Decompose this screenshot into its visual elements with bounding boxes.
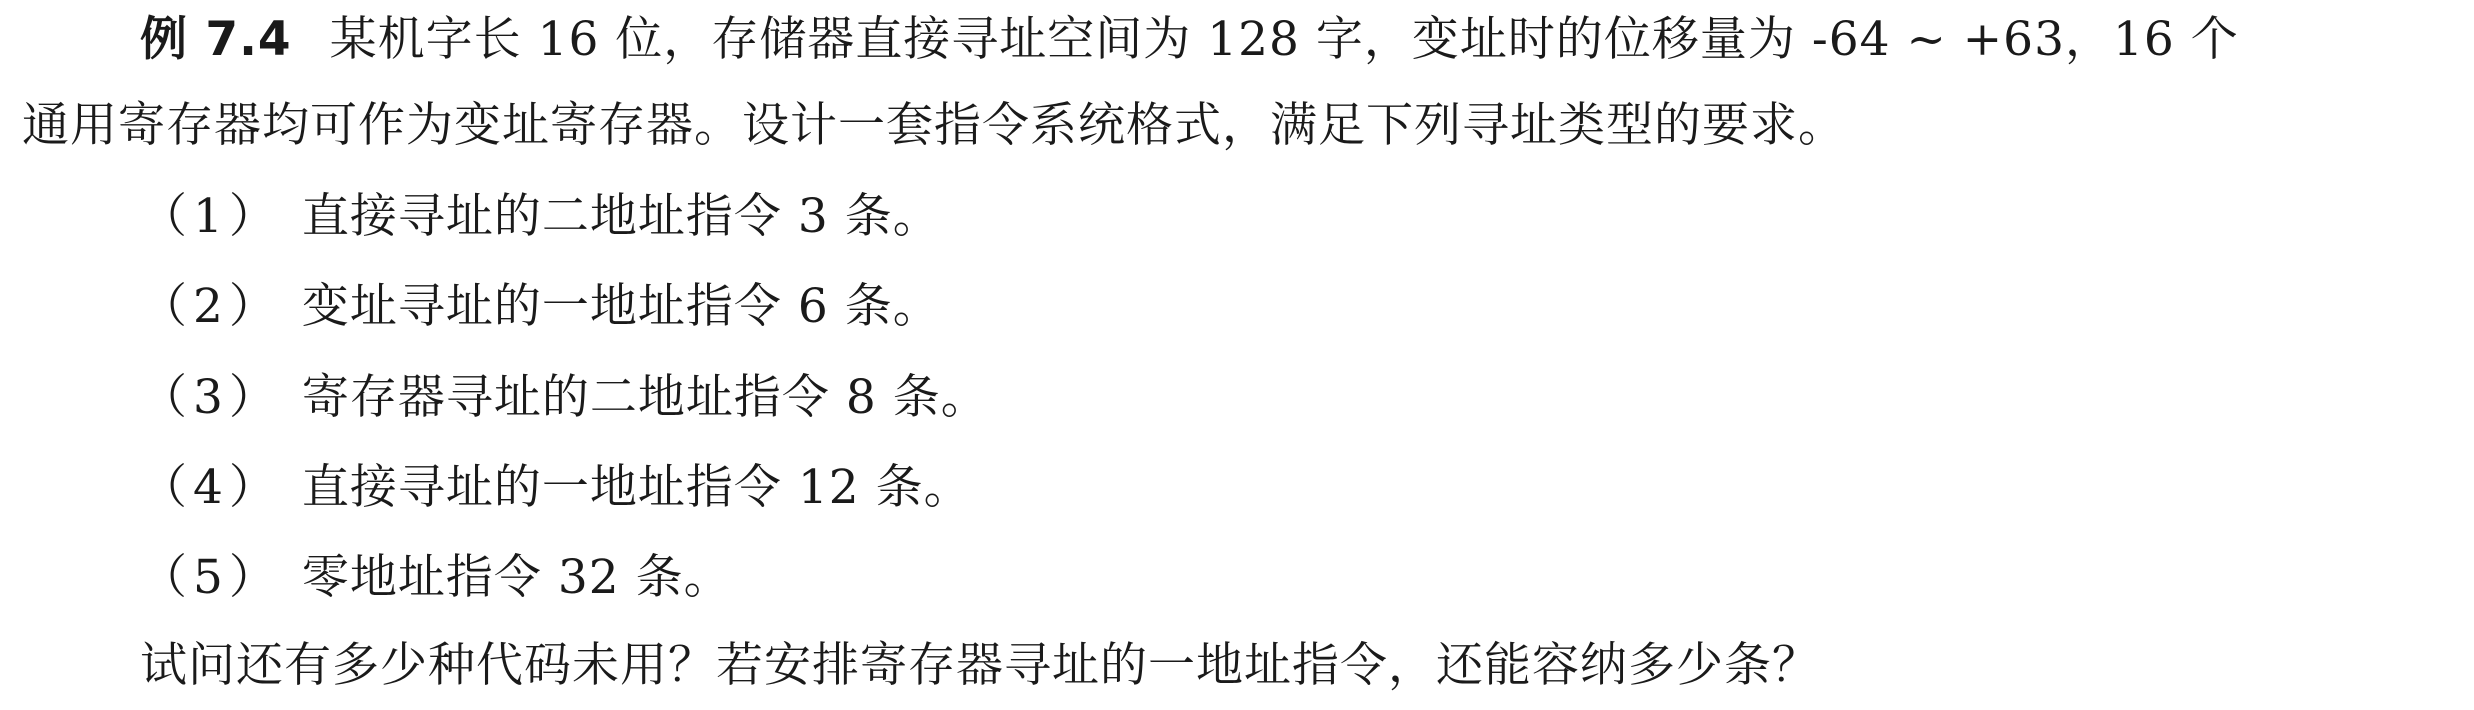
- requirement-number: （5）: [140, 550, 282, 605]
- requirement-item: [140, 458, 972, 518]
- requirement-item: [140, 187, 941, 247]
- requirement-item: [140, 277, 941, 337]
- requirement-text: 零地址指令 32 条。: [301, 550, 732, 605]
- example-intro-text-1: 某机字长 16 位，存储器直接寻址空间为 128 字，变址时的位移量为 -64 ~ +63，16 个: [329, 12, 2239, 67]
- requirement-text: 寄存器寻址的二地址指令 8 条。: [301, 370, 989, 425]
- requirement-number: （3）: [140, 370, 282, 425]
- example-label: 例 7.4: [140, 12, 292, 67]
- requirement-number: （2）: [140, 279, 282, 334]
- requirement-text: 直接寻址的一地址指令 12 条。: [301, 460, 972, 515]
- question-line: [140, 636, 1820, 696]
- question-text: 试问还有多少种代码未用？若安排寄存器寻址的一地址指令，还能容纳多少条？: [140, 638, 1820, 693]
- example-intro-line-2: [22, 96, 1846, 156]
- example-intro-text-2: 通用寄存器均可作为变址寄存器。设计一套指令系统格式，满足下列寻址类型的要求。: [22, 98, 1846, 153]
- requirement-text: 直接寻址的二地址指令 3 条。: [301, 189, 941, 244]
- example-intro-line-1: [140, 10, 2239, 70]
- requirement-text: 变址寻址的一地址指令 6 条。: [301, 279, 941, 334]
- requirement-number: （1）: [140, 189, 282, 244]
- requirement-item: [140, 368, 989, 428]
- requirement-item: [140, 548, 732, 608]
- requirement-number: （4）: [140, 460, 282, 515]
